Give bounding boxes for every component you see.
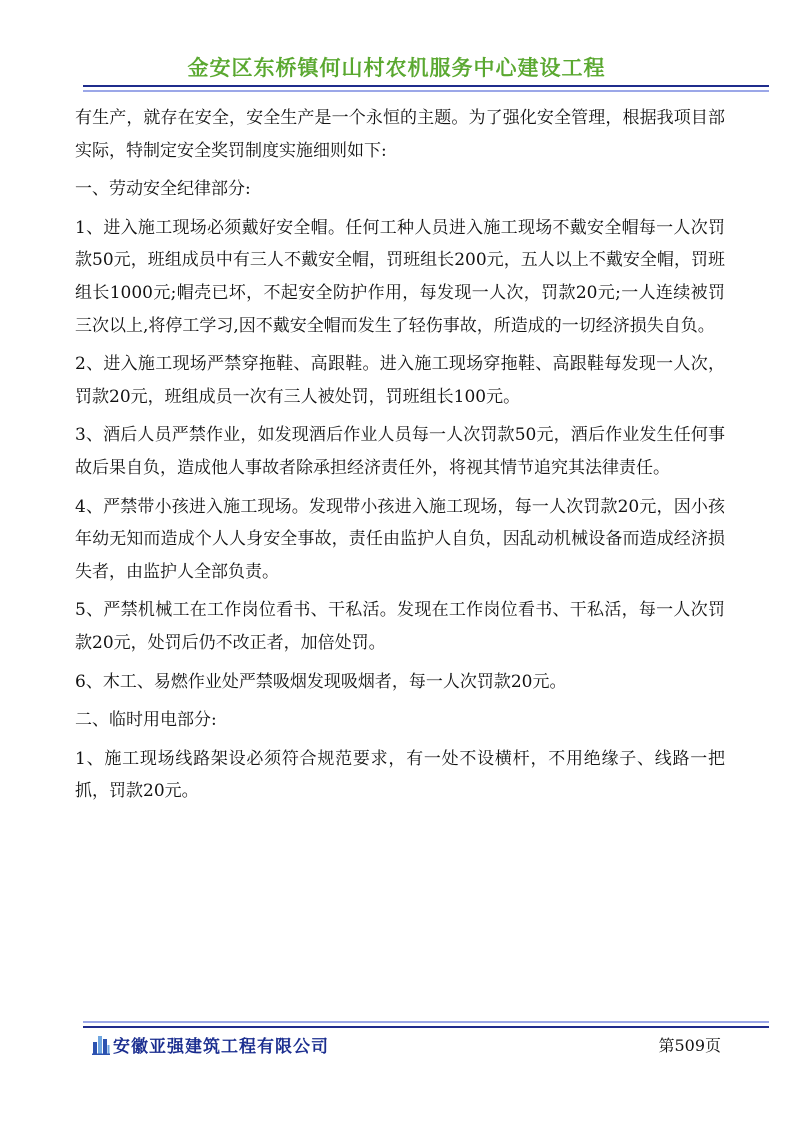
rule-1-helmet: 1、进入施工现场必须戴好安全帽。任何工种人员进入施工现场不戴安全帽每一人次罚款50元，班组成员中有三人不戴安全帽，罚班组长200元，五人以上不戴安全帽，罚班组长1000元;帽壳已坏，不起安全防护作用，每发现一人次，罚款20元;一人连续被罚三次以上,将停工学习,因不戴安全帽而发生了轻伤事故，所造成的一切经济损失自负。 [75, 217, 725, 336]
section-heading-labor-safety: 一、劳动安全纪律部分: [75, 179, 251, 200]
footer-rule-dark [83, 1026, 769, 1028]
footer-company [92, 1031, 329, 1057]
document-body [75, 102, 725, 814]
building-logo-icon [92, 1033, 110, 1055]
header-rule-light [83, 90, 769, 92]
footer-rule-light [83, 1021, 769, 1023]
header-rule-dark [83, 85, 769, 87]
rule-5-mechanics: 5、严禁机械工在工作岗位看书、干私活。发现在工作岗位看书、干私活，每一人次罚款20元，处罚后仍不改正者，加倍处罚。 [75, 600, 725, 653]
rule-2-footwear: 2、进入施工现场严禁穿拖鞋、高跟鞋。进入施工现场穿拖鞋、高跟鞋每发现一人次，罚款20元，班组成员一次有三人被处罚，罚班组长100元。 [75, 354, 725, 407]
section-heading-temporary-power: 二、临时用电部分: [75, 710, 217, 731]
paragraph-intro: 有生产，就存在安全，安全生产是一个永恒的主题。为了强化安全管理，根据我项目部实际，特制定安全奖罚制度实施细则如下: [75, 108, 725, 161]
rule-3-alcohol: 3、酒后人员严禁作业，如发现酒后作业人员每一人次罚款50元，酒后作业发生任何事故后果自负，造成他人事故者除承担经济责任外，将视其情节追究其法律责任。 [75, 425, 725, 478]
company-name: 安徽亚强建筑工程有限公司 [113, 1036, 329, 1057]
page-header-title: 金安区东桥镇何山村农机服务中心建设工程 [187, 56, 606, 80]
page-number: 第509页 [658, 1036, 721, 1055]
rule-6-smoking: 6、木工、易燃作业处严禁吸烟发现吸烟者，每一人次罚款20元。 [75, 671, 567, 692]
power-rule-1-wiring: 1、施工现场线路架设必须符合规范要求，有一处不设横杆，不用绝缘子、线路一把抓，罚款20元。 [75, 748, 725, 802]
rule-4-children: 4、严禁带小孩进入施工现场。发现带小孩进入施工现场，每一人次罚款20元，因小孩年幼无知而造成个人人身安全事故，责任由监护人自负，因乱动机械设备而造成经济损失者，由监护人全部负责。 [75, 496, 725, 582]
